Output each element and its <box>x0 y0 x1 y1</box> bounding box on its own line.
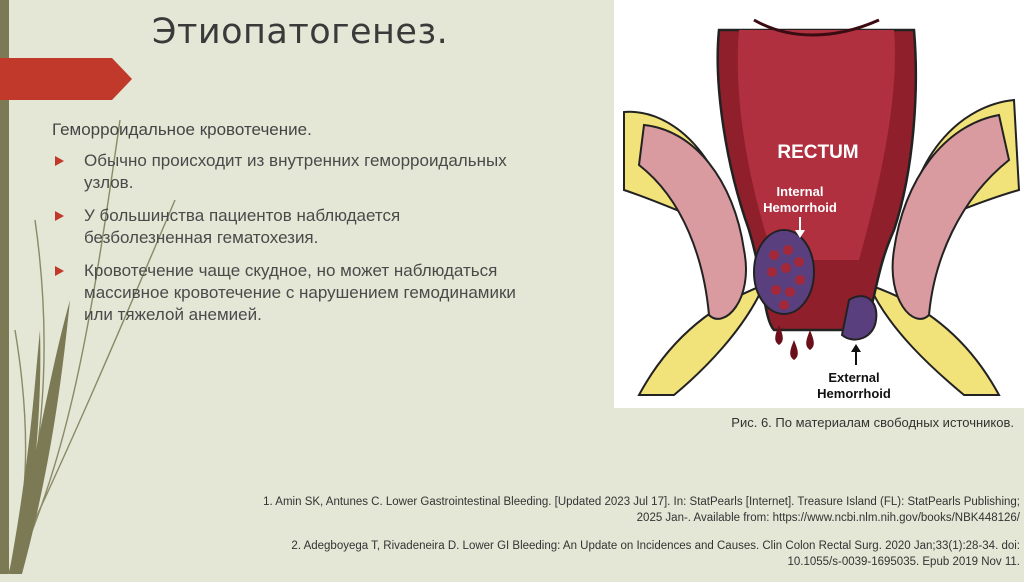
figure-panel <box>614 0 1024 408</box>
bullet-item <box>52 205 522 249</box>
label-rectum: RECTUM <box>777 142 859 163</box>
bullet-item <box>52 150 522 194</box>
bullet-arrow-icon <box>55 156 64 166</box>
reference-item: 1. Amin SK, Antunes C. Lower Gastrointestinal Bleeding. [Updated 2023 Jul 17]. In: StatPearls [Internet]. Treasure Island (FL): StatPearls Publishing; 2025 Jan-. Available from: https://www.ncbi.nlm.nih.gov/books/NBK448126/ <box>263 496 1020 524</box>
content-block <box>52 120 522 337</box>
bullet-list <box>52 150 522 326</box>
references <box>250 494 1020 582</box>
subtitle: Геморроидальное кровотечение. <box>52 120 312 139</box>
label-internal-line2: Hemorrhoid <box>763 200 837 215</box>
title-ribbon <box>0 58 132 100</box>
bullet-text: Обычно происходит из внутренних геморроидальных узлов. <box>84 151 507 192</box>
bullet-text: Кровотечение чаще скудное, но может наблюдаться массивное кровотечение с нарушением гемодинамики или тяжелой анемией. <box>84 261 516 324</box>
figure-caption: Рис. 6. По материалам свободных источников. <box>731 415 1014 430</box>
reference-item: 2. Adegboyega T, Rivadeneira D. Lower GI Bleeding: An Update on Incidences and Causes. Clin Colon Rectal Surg. 2020 Jan;33(1):28-34. doi: 10.1055/s-0039-1695035. Epub 2019 Nov 11. <box>291 540 1020 568</box>
bullet-arrow-icon <box>55 266 64 276</box>
hemorrhoid-diagram <box>614 0 1024 408</box>
label-internal-line1: Internal <box>776 184 824 199</box>
label-external-line2: Hemorrhoid <box>817 386 891 401</box>
bullet-arrow-icon <box>55 211 64 221</box>
bullet-text: У большинства пациентов наблюдается безболезненная гематохезия. <box>84 206 401 247</box>
slide-title: Этиопатогенез. <box>152 12 449 52</box>
bullet-item <box>52 260 522 326</box>
label-external-line1: External <box>828 370 880 385</box>
